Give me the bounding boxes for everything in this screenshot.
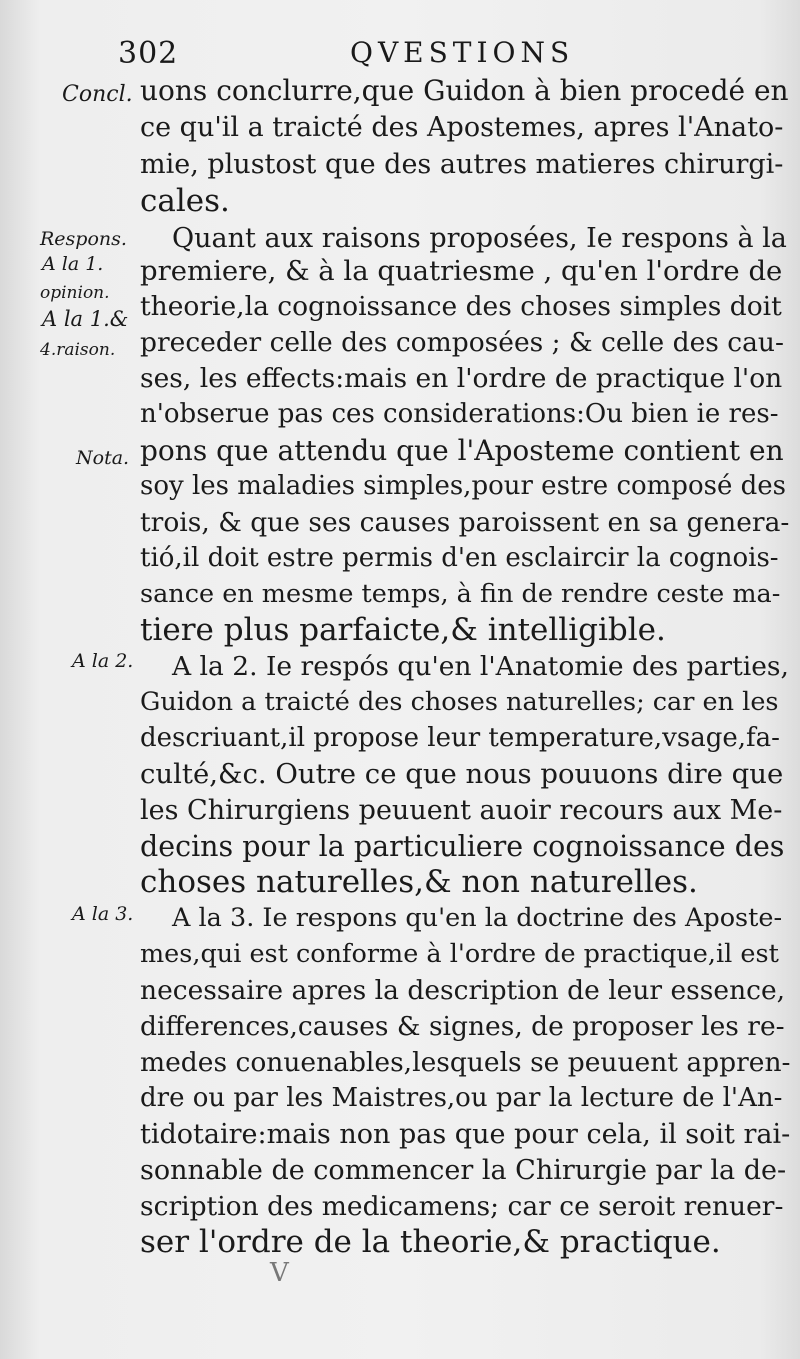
text-line: choses naturelles,& non naturelles. — [140, 864, 698, 900]
margin-note-concl: Concl. — [62, 82, 133, 107]
page-number: 302 — [118, 36, 179, 71]
catchword: V — [270, 1258, 289, 1288]
text-line: scription des medicamens; car ce seroit renuer- — [140, 1191, 784, 1222]
text-line: mes,qui est conforme à l'ordre de practique,il est — [140, 939, 779, 969]
text-line: Quant aux raisons proposées, Ie respons à la — [172, 223, 787, 254]
text-line: ser l'ordre de la theorie,& practique. — [140, 1224, 721, 1260]
text-line: theorie,la cognoissance des choses simples doit — [140, 291, 782, 322]
text-line: tió,il doit estre permis d'en esclaircir la cognois- — [140, 543, 779, 573]
text-line: Guidon a traicté des choses naturelles; car en les — [140, 687, 779, 717]
text-line: pons que attendu que l'Aposteme contient en — [140, 434, 784, 467]
text-line: tiere plus parfaicte,& intelligible. — [140, 612, 666, 648]
text-line: necessaire apres la description de leur essence, — [140, 975, 786, 1006]
text-line: les Chirurgiens peuuent auoir recours aux Me- — [140, 795, 783, 826]
text-line: sance en mesme temps, à fin de rendre ceste ma- — [140, 579, 781, 609]
running-head: QVESTIONS — [350, 36, 575, 69]
page-header — [0, 30, 800, 70]
text-line: preceder celle des composées ; & celle des cau- — [140, 327, 784, 358]
margin-note-respons: Respons. — [40, 228, 127, 250]
text-line: n'obserue pas ces considerations:Ou bien ie res- — [140, 399, 779, 429]
text-line: soy les maladies simples,pour estre composé des — [140, 471, 786, 501]
margin-note-a-la-3: A la 3. — [72, 903, 134, 925]
text-line: mie, plustost que des autres matieres chirurgi- — [140, 149, 784, 180]
margin-note-a-la-2: A la 2. — [72, 650, 134, 672]
text-line: premiere, & à la quatriesme , qu'en l'ordre de — [140, 255, 783, 287]
text-line: A la 3. Ie respons qu'en la doctrine des Aposte- — [172, 903, 783, 933]
text-line: A la 2. Ie respós qu'en l'Anatomie des parties, — [172, 651, 789, 682]
text-line: uons conclurre,que Guidon à bien procedé en — [140, 74, 789, 107]
text-line: tidotaire:mais non pas que pour cela, il soit rai- — [140, 1119, 791, 1150]
text-line: decins pour la particuliere cognoissance des — [140, 830, 785, 863]
text-line: culté,&c. Outre ce que nous pouuons dire que — [140, 758, 784, 790]
margin-note-opinion: opinion. — [40, 283, 110, 303]
margin-note-a-la-1: A la 1. — [42, 253, 104, 275]
text-line: dre ou par les Maistres,ou par la lecture de l'An- — [140, 1083, 783, 1113]
text-line: ce qu'il a traicté des Apostemes, apres l'Anato- — [140, 112, 784, 143]
text-line: medes conuenables,lesquels se peuuent appren- — [140, 1047, 791, 1078]
text-line: ses, les effects:mais en l'ordre de practique l'on — [140, 363, 783, 394]
margin-note-a-la-1-and: A la 1.& — [42, 307, 129, 331]
text-line: descriuant,il propose leur temperature,vsage,fa- — [140, 723, 780, 753]
text-line: differences,causes & signes, de proposer les re- — [140, 1011, 785, 1042]
text-line: trois, & que ses causes paroissent en sa genera- — [140, 507, 790, 538]
text-line: sonnable de commencer la Chirurgie par la de- — [140, 1155, 787, 1186]
text-line: cales. — [140, 183, 230, 219]
margin-note-4-raison: 4.raison. — [40, 340, 116, 360]
margin-note-nota: Nota. — [76, 447, 130, 469]
